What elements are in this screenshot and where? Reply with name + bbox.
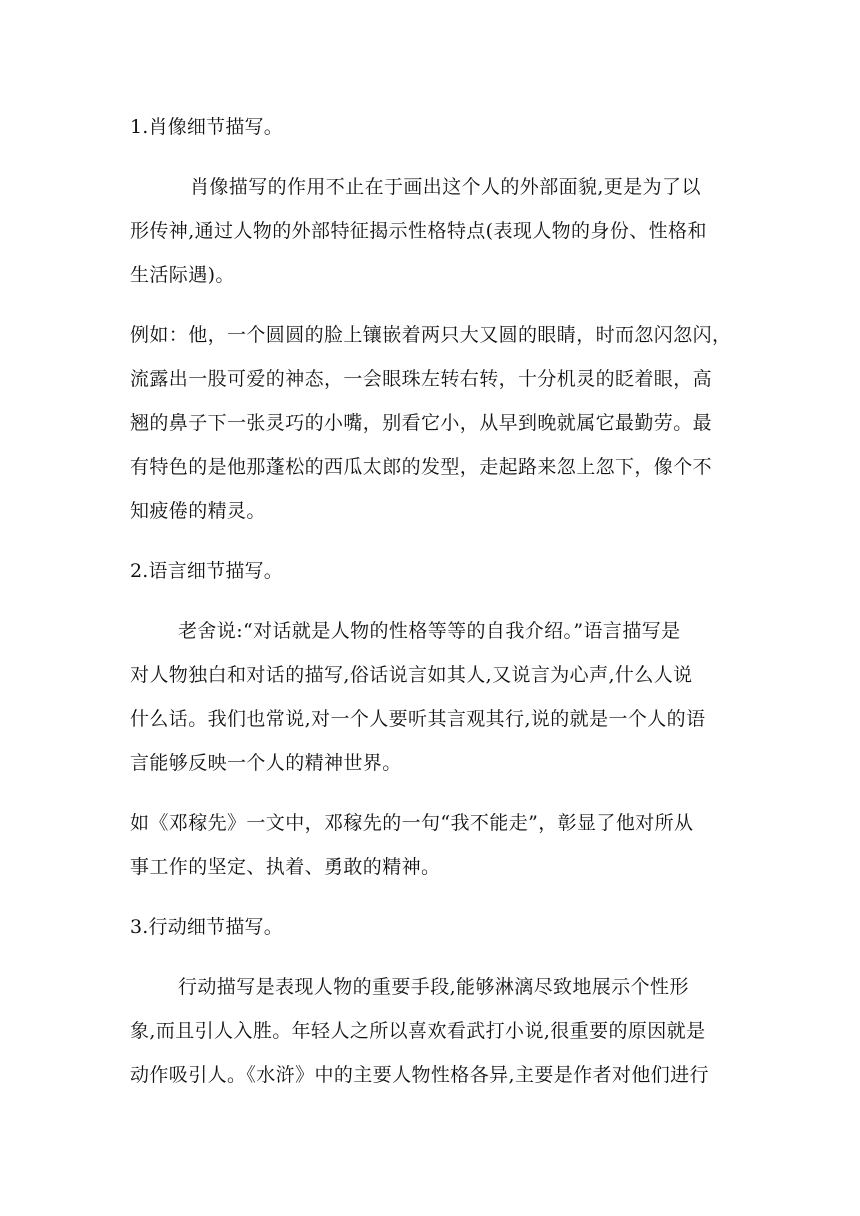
paragraph-line: 行动描写是表现人物的重要手段,能够淋漓尽致地展示个性形 — [178, 976, 689, 998]
paragraph-line: 例如：他，一个圆圆的脸上镶嵌着两只大又圆的眼睛，时而忽闪忽闪， — [130, 324, 732, 346]
section-heading-action: 3.行动细节描写。 — [130, 916, 283, 938]
paragraph-line: 知疲倦的精灵。 — [130, 500, 266, 522]
paragraph-line: 流露出一股可爱的神态，一会眼珠左转右转，十分机灵的眨着眼，高 — [130, 368, 713, 390]
section-heading-portrait: 1.肖像细节描写。 — [130, 116, 283, 138]
paragraph-line: 事工作的坚定、执着、勇敢的精神。 — [130, 856, 441, 878]
paragraph-line: 生活际遇)。 — [130, 264, 235, 286]
paragraph-line: 有特色的是他那蓬松的西瓜太郎的发型，走起路来忽上忽下，像个不 — [130, 456, 713, 478]
paragraph-line: 老舍说:“对话就是人物的性格等等的自我介绍。”语言描写是 — [178, 620, 681, 642]
paragraph-line: 言能够反映一个人的精神世界。 — [130, 752, 402, 774]
paragraph-line: 如《邓稼先》一文中，邓稼先的一句“我不能走”，彰显了他对所从 — [130, 812, 694, 834]
paragraph-line: 翘的鼻子下一张灵巧的小嘴，别看它小，从早到晚就属它最勤劳。最 — [130, 412, 713, 434]
paragraph-line: 对人物独白和对话的描写,俗话说言如其人,又说言为心声,什么人说 — [130, 664, 693, 686]
section-heading-language: 2.语言细节描写。 — [130, 560, 283, 582]
paragraph-line: 肖像描写的作用不止在于画出这个人的外部面貌,更是为了以 — [190, 176, 701, 198]
paragraph-line: 什么话。我们也常说,对一个人要听其言观其行,说的就是一个人的语 — [130, 708, 706, 730]
paragraph-line: 动作吸引人。《水浒》中的主要人物性格各异,主要是作者对他们进行 — [130, 1064, 709, 1086]
paragraph-line: 形传神,通过人物的外部特征揭示性格特点(表现人物的身份、性格和 — [130, 220, 707, 242]
paragraph-line: 象,而且引人入胜。年轻人之所以喜欢看武打小说,很重要的原因就是 — [130, 1020, 706, 1042]
